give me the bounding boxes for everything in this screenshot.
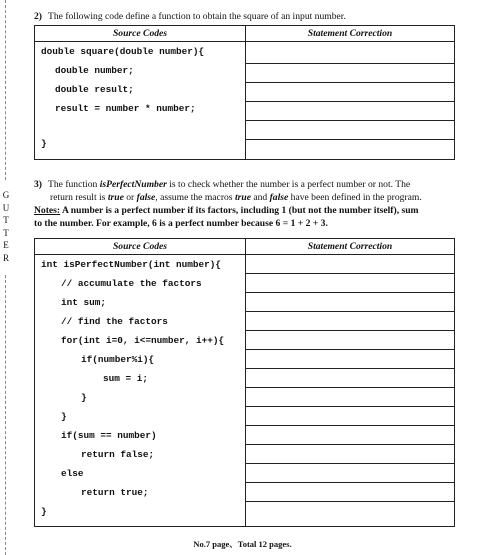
correction-line[interactable] — [246, 464, 454, 483]
correction-line[interactable] — [246, 312, 454, 331]
code-line: return false; — [81, 449, 155, 460]
correction-cell — [246, 255, 455, 527]
keyword-true: true — [107, 192, 124, 203]
code-line: double square(double number){ — [41, 46, 205, 57]
question-3-table — [34, 238, 455, 527]
gutter-letter: E — [3, 240, 9, 251]
gutter-dashed-line-bottom — [5, 275, 6, 555]
correction-line[interactable] — [246, 121, 454, 140]
gutter-letter: R — [2, 252, 9, 263]
source-code-cell — [35, 42, 246, 160]
gutter-dashed-line-top — [5, 0, 6, 180]
correction-line[interactable] — [246, 102, 454, 121]
correction-line[interactable] — [246, 255, 454, 274]
correction-line[interactable] — [246, 293, 454, 312]
question-2-table — [34, 25, 455, 160]
correction-line[interactable] — [246, 445, 454, 464]
correction-line[interactable] — [246, 388, 454, 407]
correction-line[interactable] — [246, 502, 454, 524]
code-line: } — [41, 138, 47, 149]
correction-line[interactable] — [246, 483, 454, 502]
correction-line[interactable] — [246, 64, 454, 83]
code-line: return true; — [81, 487, 149, 498]
code-line: } — [41, 506, 47, 517]
code-line: int isPerfectNumber(int number){ — [41, 259, 222, 270]
source-codes-header: Source Codes — [35, 26, 246, 42]
code-line: double number; — [55, 65, 134, 76]
code-line: } — [61, 411, 67, 422]
code-line: else — [61, 468, 84, 479]
question-number: 3) — [34, 179, 42, 190]
source-code-cell — [35, 255, 246, 527]
correction-line[interactable] — [246, 140, 454, 158]
question-number: 2) — [34, 11, 42, 22]
question-text: , assume the macros — [155, 192, 235, 203]
keyword-true: true — [234, 192, 251, 203]
correction-line[interactable] — [246, 407, 454, 426]
code-line: // accumulate the factors — [61, 278, 202, 289]
notes-text: A number is a perfect number if its factors, including 1 (but not the number itself), sum — [60, 205, 419, 216]
gutter-letter: T — [3, 215, 9, 226]
binding-gutter — [0, 0, 12, 555]
code-line: // find the factors — [61, 316, 168, 327]
correction-line[interactable] — [246, 274, 454, 293]
code-line: for(int i=0, i<=number, i++){ — [61, 335, 225, 346]
question-text: The following code define a function to obtain the square of an input number. — [48, 11, 346, 22]
gutter-letter: T — [3, 227, 9, 238]
keyword-false: false — [136, 192, 156, 203]
source-codes-header: Source Codes — [35, 239, 246, 255]
code-line: if(number%i){ — [81, 354, 155, 365]
correction-line[interactable] — [246, 331, 454, 350]
statement-correction-header: Statement Correction — [246, 239, 455, 255]
gutter-letter: G — [2, 190, 10, 200]
question-2-prompt — [34, 10, 454, 23]
code-line: int sum; — [61, 297, 107, 308]
question-text: and — [250, 192, 270, 203]
question-text: The function — [48, 179, 100, 190]
keyword-false: false — [269, 192, 289, 203]
correction-line[interactable] — [246, 350, 454, 369]
code-line: double result; — [55, 84, 134, 95]
gutter-label — [0, 189, 12, 265]
notes-text: to the number. For example, 6 is a perfect number because 6 = 1 + 2 + 3. — [34, 218, 328, 229]
correction-cell — [246, 42, 455, 160]
correction-line[interactable] — [246, 42, 454, 64]
gutter-letter: U — [2, 202, 10, 213]
code-line: result = number * number; — [55, 103, 196, 114]
correction-line[interactable] — [246, 369, 454, 388]
statement-correction-header: Statement Correction — [246, 26, 455, 42]
code-line: sum = i; — [103, 373, 149, 384]
question-3-prompt — [34, 178, 454, 230]
notes-label: Notes: — [34, 205, 61, 216]
question-text: or — [123, 192, 137, 203]
correction-line[interactable] — [246, 426, 454, 445]
code-line: } — [81, 392, 87, 403]
correction-line[interactable] — [246, 83, 454, 102]
question-text: have been defined in the program. — [288, 192, 422, 203]
question-text: is to check whether the number is a perfect number or not. The — [166, 179, 411, 190]
question-text: return result is — [50, 192, 108, 203]
code-line: if(sum == number) — [61, 430, 157, 441]
function-name: isPerfectNumber — [99, 179, 167, 190]
page-footer: No.7 page、Total 12 pages. — [193, 539, 292, 549]
